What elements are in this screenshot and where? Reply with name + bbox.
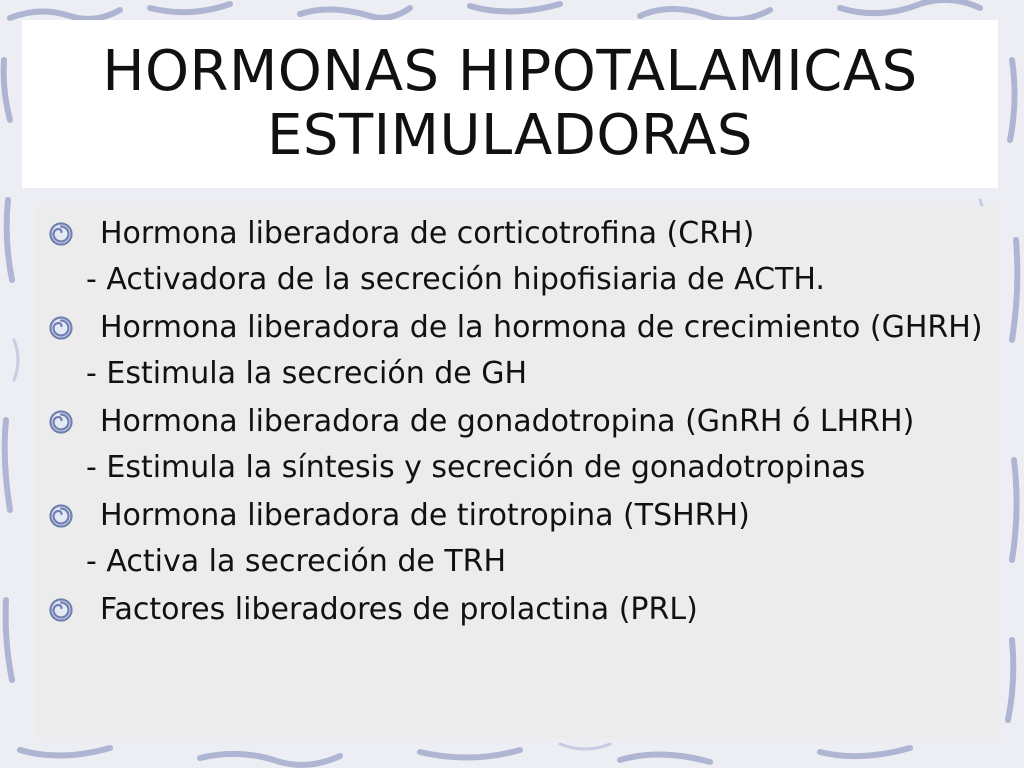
sub-item-gnrh: - Estimula la síntesis y secreción de gonadotropinas [86, 450, 866, 485]
bullet-text: Hormona liberadora de la hormona de crecimiento (GHRH) [100, 310, 983, 345]
title-box [22, 20, 998, 188]
bullet-item-ghrh [48, 308, 990, 348]
slide-title-line-2: ESTIMULADORAS [267, 103, 753, 168]
swirl-bullet-icon [48, 409, 74, 435]
bullet-item-prl [48, 590, 990, 630]
swirl-bullet-icon [48, 315, 74, 341]
sub-item-crh: - Activadora de la secreción hipofisiaria de ACTH. [86, 262, 825, 297]
bullet-item-crh [48, 214, 990, 254]
content-box [36, 206, 1000, 738]
bullet-item-gnrh [48, 402, 990, 442]
bullet-text: Hormona liberadora de tirotropina (TSHRH) [100, 498, 750, 533]
bullet-text: Hormona liberadora de gonadotropina (GnRH ó LHRH) [100, 404, 915, 439]
sub-item-ghrh: - Estimula la secreción de GH [86, 356, 528, 391]
swirl-bullet-icon [48, 221, 74, 247]
bullet-text: Hormona liberadora de corticotrofina (CRH) [100, 216, 755, 251]
swirl-bullet-icon [48, 597, 74, 623]
bullet-item-tshrh [48, 496, 990, 536]
swirl-bullet-icon [48, 503, 74, 529]
sub-item-tshrh: - Activa la secreción de TRH [86, 544, 507, 579]
bullet-text: Factores liberadores de prolactina (PRL) [100, 592, 698, 627]
slide-title-line-1: HORMONAS HIPOTALAMICAS [102, 39, 918, 104]
